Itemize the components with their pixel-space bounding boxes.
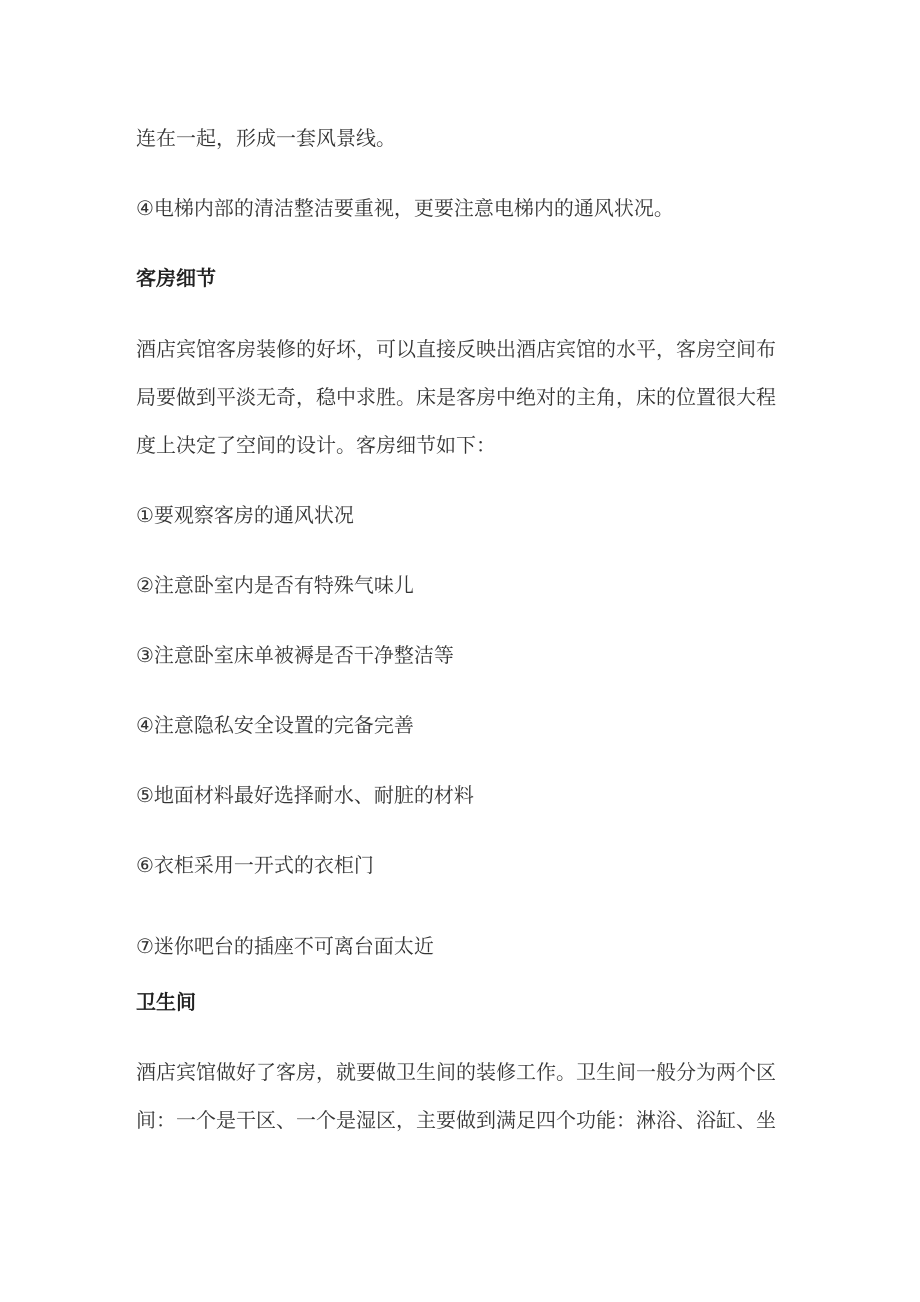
- list-item: ②注意卧室内是否有特殊气味儿: [136, 573, 414, 597]
- paragraph-line: 连在一起，形成一套风景线。: [136, 126, 396, 150]
- list-item: ③注意卧室床单被褥是否干净整洁等: [136, 643, 454, 667]
- list-item: ⑦迷你吧台的插座不可离台面太近: [136, 934, 434, 958]
- list-item: ①要观察客房的通风状况: [136, 503, 354, 527]
- section-heading-bathroom: 卫生间: [136, 990, 196, 1014]
- paragraph-line: 局要做到平淡无奇，稳中求胜。床是客房中绝对的主角，床的位置很大程: [136, 385, 776, 409]
- paragraph-line: 酒店宾馆客房装修的好坏，可以直接反映出酒店宾馆的水平，客房空间布: [136, 337, 776, 361]
- paragraph-line: 酒店宾馆做好了客房，就要做卫生间的装修工作。卫生间一般分为两个区: [136, 1060, 776, 1084]
- paragraph-line: 间：一个是干区、一个是湿区，主要做到满足四个功能：淋浴、浴缸、坐: [136, 1108, 776, 1132]
- list-item: ④电梯内部的清洁整洁要重视，更要注意电梯内的通风状况。: [136, 196, 674, 220]
- list-item: ④注意隐私安全设置的完备完善: [136, 713, 414, 737]
- paragraph-line: 度上决定了空间的设计。客房细节如下：: [136, 433, 496, 457]
- section-heading-room-details: 客房细节: [136, 266, 216, 290]
- list-item: ⑥衣柜采用一开式的衣柜门: [136, 853, 374, 877]
- list-item: ⑤地面材料最好选择耐水、耐脏的材料: [136, 783, 474, 807]
